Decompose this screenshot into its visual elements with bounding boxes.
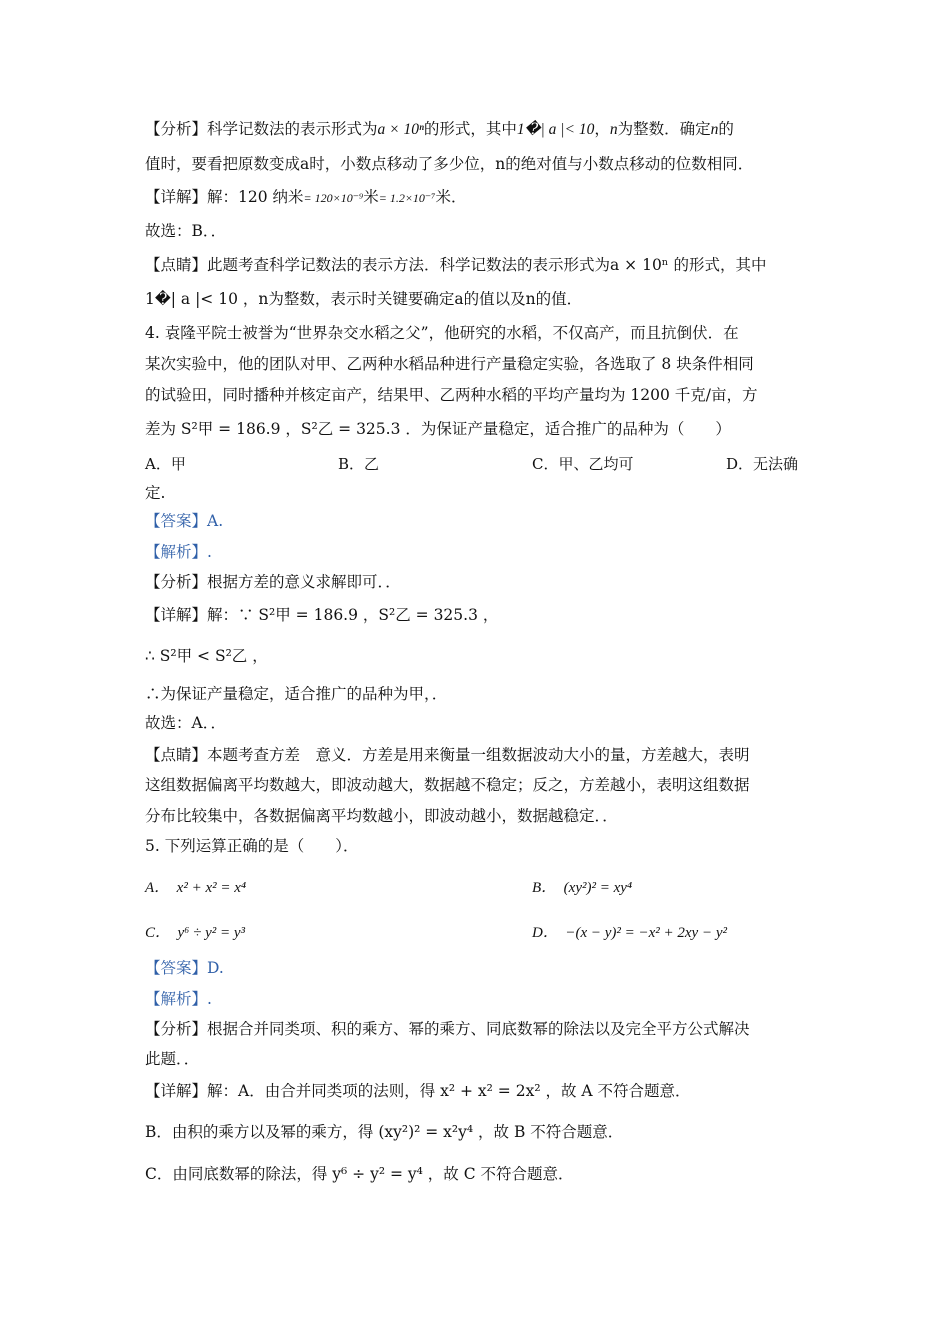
question-4-line-4: 差为 S²甲 = 186.9 ，S²乙 = 325.3 ．为保证产量稳定，适合推广的品种为（ ） [145,420,731,438]
therefore-line-1: ∴ S²甲 < S²乙 ， [145,647,268,665]
text-span: 为整数．确定 [617,120,711,138]
detail-line [145,186,810,209]
option-b: B． (xy²)² = xy⁴ [532,880,633,896]
math-expr: = 1.2×10⁻⁷ [378,191,436,205]
analysis-line-1: 【分析】根据合并同类项、积的乘方、幂的乘方、同底数幂的除法以及完全平方公式解决 [145,1020,750,1038]
text-span: 的 [718,120,734,138]
question-4-line-1: 4. 袁隆平院士被誉为“世界杂交水稻之父”，他研究的水稻，不仅高产，而且抗倒伏．在 [145,324,739,342]
text-span: 米 [363,188,379,206]
text-span: 【详解】解：120 纳米 [145,188,304,206]
option-d: D．无法确 [726,455,799,473]
analysis-line-2: 此题．． [145,1050,200,1068]
math-expr: a × 10ⁿ [377,121,424,138]
solution-label: 【解析】. [145,990,212,1008]
analysis-line-2: 值时，要看把原数变成a时，小数点移动了多少位，n的绝对值与小数点移动的位数相同． [145,155,754,173]
option-a: A． x² + x² = x⁴ [145,880,247,896]
detail-line-c: C．由同底数幂的除法，得 y⁶ ÷ y² = y⁴ ，故 C 不符合题意． [145,1165,574,1183]
comment-line-1: 【点睛】此题考查科学记数法的表示方法．科学记数法的表示形式为a × 10ⁿ 的形式，其中 [145,256,767,274]
analysis-line-1 [145,118,810,141]
question-4-line-3: 的试验田，同时播种并核定亩产，结果甲、乙两种水稻的平均产量均为 1200 千克/亩，方 [145,386,758,404]
detail-line-b: B．由积的乘方以及幂的乘方，得 (xy²)² = x²y⁴ ，故 B 不符合题意． [145,1123,624,1141]
answer-label: 【答案】D. [145,959,224,977]
text-span: 【分析】科学记数法的表示形式为 [145,120,378,138]
text-span: 米． [435,188,467,206]
option-a: A．甲 [145,455,186,473]
comment-line-3: 分布比较集中，各数据偏离平均数越小，即波动越小，数据越稳定．． [145,807,618,825]
solution-label: 【解析】. [145,543,212,561]
option-d-continued: 定. [145,484,166,502]
option-c: C． y⁶ ÷ y² = y³ [145,925,246,941]
comment-line-1: 【点睛】本题考查方差 意义．方差是用来衡量一组数据波动大小的量，方差越大，表明 [145,746,750,764]
detail-line-a: 【详解】解：A．由合并同类项的法则，得 x² + x² = 2x² ，故 A 不符合题意． [145,1082,691,1100]
choice-line: 故选：B．． [145,222,227,240]
question-4-line-2: 某次实验中，他的团队对甲、乙两种水稻品种进行产量稳定实验，各选取了 8 块条件相同 [145,355,754,373]
option-d: D． −(x − y)² = −x² + 2xy − y² [532,925,727,941]
comment-line-2: 1�| a |< 10 ，n为整数，表示时关键要确定a的值以及n的值． [145,290,583,308]
math-expr: = 120×10⁻⁹ [303,191,364,205]
option-c: C．甲、乙均可 [532,455,634,473]
math-expr: n [609,121,618,138]
math-expr: 1�| a |< 10 [516,121,595,138]
text-span: ， [594,120,610,138]
answer-label: 【答案】A. [145,512,224,530]
option-b: B．乙 [338,455,380,473]
math-expr: n [710,121,719,138]
question-5: 5. 下列运算正确的是（ ）． [145,837,359,855]
text-span: 的形式，其中 [423,120,517,138]
comment-line-2: 这组数据偏离平均数越大，即波动越大，数据越不稳定；反之，方差越小，表明这组数据 [145,776,750,794]
analysis-line: 【分析】根据方差的意义求解即可．． [145,573,401,591]
detail-line: 【详解】解：∵ S²甲 = 186.9 ，S²乙 = 325.3 ， [145,606,499,624]
choice-line: 故选：A．． [145,714,226,732]
therefore-line-2: ∴为保证产量稳定，适合推广的品种为甲，． [145,685,448,703]
